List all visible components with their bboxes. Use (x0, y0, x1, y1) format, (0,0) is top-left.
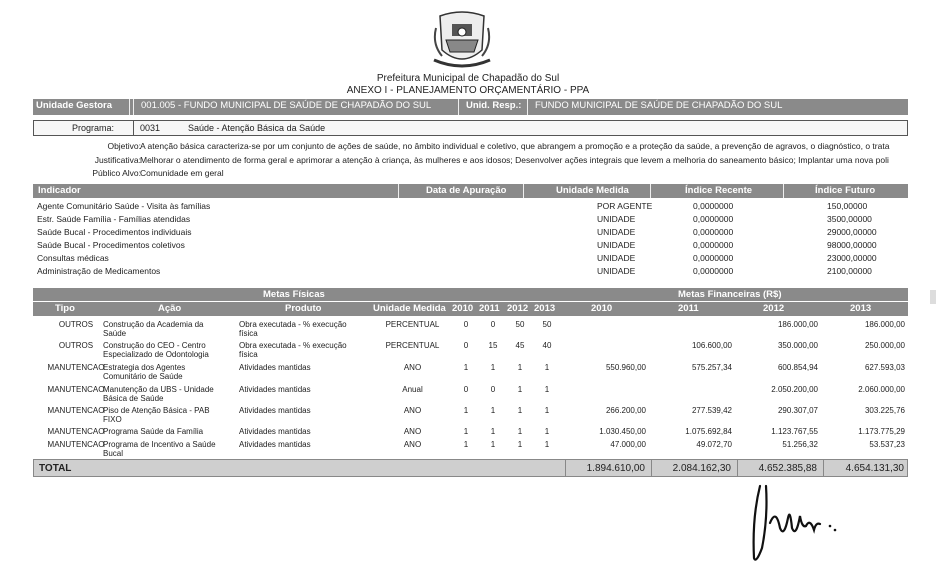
indicador-recente: 0,0000000 (693, 227, 734, 237)
total-row (33, 459, 908, 477)
metas-valor-2011: 106.600,00 (691, 341, 732, 350)
document-title: Prefeitura Municipal de Chapadão do Sul (376, 73, 560, 84)
metas-fisica-2012: 1 (517, 406, 523, 415)
metas-tipo: MANUTENCAO (47, 385, 105, 394)
metas-valor-2013: 303.225,76 (864, 406, 905, 415)
programa-name: Saúde - Atenção Básica da Saúde (188, 123, 326, 133)
metas-unidade: PERCENTUAL (385, 320, 440, 329)
unidade-gestora-label: Unidade Gestora (36, 100, 113, 111)
metas-valor-2012: 350.000,00 (777, 341, 818, 350)
metas-fisica-2011: 0 (490, 385, 496, 394)
publico-label: Público Alvo: (92, 168, 141, 178)
metas-unidade: Anual (402, 385, 423, 394)
handwritten-signature (740, 478, 850, 568)
metas-fisica-2010: 0 (463, 341, 469, 350)
metas-unidade: ANO (403, 427, 422, 436)
unid-resp-label: Unid. Resp.: (466, 100, 522, 111)
metas-valor-2012: 1.123.767,55 (771, 427, 818, 436)
col-financeira-2010: 2010 (591, 303, 613, 314)
indicador-unidade: UNIDADE (597, 214, 636, 224)
metas-unidade: ANO (403, 406, 422, 415)
metas-acao: Piso de Atenção Básica - PAB FIXO (103, 406, 210, 424)
col-indice-recente: Índice Recente (685, 185, 753, 196)
metas-tipo: MANUTENCAO (47, 363, 105, 372)
metas-produto: Obra executada - % execução física (239, 341, 347, 359)
metas-fisica-2012: 1 (517, 440, 523, 449)
metas-fisica-2013: 40 (542, 341, 552, 350)
metas-fisica-2013: 1 (544, 440, 550, 449)
publico-line (33, 168, 908, 179)
total-label: TOTAL (39, 463, 72, 474)
col-indice-futuro: Índice Futuro (815, 185, 876, 196)
metas-row (33, 363, 908, 383)
metas-valor-2010: 47.000,00 (610, 440, 646, 449)
justificativa-text: Melhorar o atendimento de forma geral e aprimorar a atenção à criança, às mulheres e aos idosos; Desenvolver ações integrais que levem a melhoria do saneamento básico; Implantar uma nova poli (140, 155, 889, 165)
metas-fisica-2012: 1 (517, 363, 523, 372)
metas-valor-2011: 277.539,42 (691, 406, 732, 415)
col-financeira-2012: 2012 (763, 303, 785, 314)
indicador-futuro: 2100,00000 (827, 266, 872, 276)
indicador-futuro: 150,00000 (827, 201, 868, 211)
metas-financeiras-label: Metas Financeiras (R$) (678, 289, 782, 300)
metas-header-columns (33, 302, 908, 316)
metas-unidade: PERCENTUAL (385, 341, 440, 350)
metas-valor-2013: 250.000,00 (864, 341, 905, 350)
col-tipo: Tipo (55, 303, 75, 314)
metas-produto: Atividades mantidas (239, 440, 311, 449)
metas-fisica-2011: 1 (490, 427, 496, 436)
objetivo-label: Objetivo: (107, 141, 141, 151)
metas-fisica-2010: 1 (463, 440, 469, 449)
metas-acao: Construção do CEO - Centro Especializado de Odontologia (103, 341, 209, 359)
indicador-futuro: 29000,00000 (827, 227, 877, 237)
metas-unidade: ANO (403, 440, 422, 449)
metas-fisica-2013: 1 (544, 385, 550, 394)
unidade-gestora-value: 001.005 - FUNDO MUNICIPAL DE SAÚDE DE CHAPADÃO DO SUL (141, 100, 432, 111)
metas-fisica-2012: 45 (515, 341, 525, 350)
publico-text: Comunidade em geral (140, 168, 224, 178)
metas-produto: Atividades mantidas (239, 363, 311, 372)
total-2012: 4.652.385,88 (758, 463, 817, 474)
col-acao: Ação (158, 303, 182, 314)
metas-produto: Obra executada - % execução física (239, 320, 347, 338)
programa-label: Programa: (72, 123, 115, 133)
indicador-row (37, 266, 907, 279)
metas-valor-2013: 186.000,00 (864, 320, 905, 329)
indicador-name: Consultas médicas (37, 253, 109, 263)
indicador-name: Administração de Medicamentos (37, 266, 161, 276)
justificativa-line (33, 155, 908, 166)
unidade-gestora-bar (33, 99, 908, 115)
metas-valor-2013: 2.060.000,00 (858, 385, 905, 394)
col-unidade-medida-metas: Unidade Medida (373, 303, 446, 314)
total-2013: 4.654.131,30 (845, 463, 904, 474)
indicador-futuro: 3500,00000 (827, 214, 872, 224)
metas-acao: Manutenção da UBS - Unidade Básica de Saúde (103, 385, 214, 403)
metas-valor-2013: 1.173.775,29 (858, 427, 905, 436)
programa-code: 0031 (140, 123, 161, 133)
metas-acao: Programa Saúde da Família (103, 427, 204, 436)
col-financeira-2011: 2011 (678, 303, 699, 314)
metas-produto: Atividades mantidas (239, 406, 311, 415)
indicador-name: Estr. Saúde Família - Famílias atendidas (37, 214, 191, 224)
metas-fisica-2012: 1 (517, 427, 523, 436)
document-subtitle: ANEXO I - PLANEJAMENTO ORÇAMENTÁRIO - PPA (346, 85, 590, 96)
metas-fisica-2010: 1 (463, 427, 469, 436)
metas-valor-2010: 1.030.450,00 (599, 427, 646, 436)
indicador-name: Saúde Bucal - Procedimentos coletivos (37, 240, 185, 250)
indicador-unidade: POR AGENTE (597, 201, 653, 211)
col-unidade-medida: Unidade Medida (556, 185, 629, 196)
col-fisica-2011: 2011 (479, 303, 500, 314)
indicador-unidade: UNIDADE (597, 240, 636, 250)
indicador-name: Agente Comunitário Saúde - Visita às famílias (37, 201, 211, 211)
unid-resp-value: FUNDO MUNICIPAL DE SAÚDE DE CHAPADÃO DO SUL (535, 100, 783, 111)
total-2010: 1.894.610,00 (586, 463, 645, 474)
metas-row (33, 385, 908, 405)
indicador-unidade: UNIDADE (597, 266, 636, 276)
indicador-futuro: 23000,00000 (827, 253, 877, 263)
indicador-row (37, 201, 907, 214)
col-fisica-2013: 2013 (534, 303, 556, 314)
metas-produto: Atividades mantidas (239, 427, 311, 436)
col-data-apuracao: Data de Apuração (426, 185, 507, 196)
metas-valor-2012: 600.854,94 (777, 363, 818, 372)
metas-acao: Programa de Incentivo a Saúde Bucal (103, 440, 216, 458)
metas-valor-2011: 575.257,34 (691, 363, 732, 372)
metas-valor-2012: 186.000,00 (777, 320, 818, 329)
metas-produto: Atividades mantidas (239, 385, 311, 394)
metas-fisica-2012: 50 (515, 320, 525, 329)
col-produto: Produto (285, 303, 322, 314)
indicador-futuro: 98000,00000 (827, 240, 877, 250)
indicador-recente: 0,0000000 (693, 253, 734, 263)
indicador-name: Saúde Bucal - Procedimentos individuais (37, 227, 192, 237)
metas-fisica-2013: 1 (544, 427, 550, 436)
metas-row (33, 406, 908, 426)
indicador-unidade: UNIDADE (597, 227, 636, 237)
col-fisica-2010: 2010 (452, 303, 474, 314)
indicador-row (37, 214, 907, 227)
metas-fisica-2010: 1 (463, 406, 469, 415)
metas-tipo: OUTROS (58, 320, 94, 329)
indicador-row (37, 240, 907, 253)
metas-tipo: MANUTENCAO (47, 440, 105, 449)
metas-fisica-2011: 15 (488, 341, 498, 350)
metas-fisica-2013: 1 (544, 363, 550, 372)
metas-row (33, 341, 908, 361)
metas-valor-2012: 290.307,07 (777, 406, 818, 415)
indicador-recente: 0,0000000 (693, 201, 734, 211)
metas-row (33, 320, 908, 340)
metas-fisica-2013: 50 (542, 320, 552, 329)
metas-valor-2010: 550.960,00 (605, 363, 646, 372)
metas-valor-2012: 2.050.200,00 (771, 385, 818, 394)
indicador-recente: 0,0000000 (693, 214, 734, 224)
metas-unidade: ANO (403, 363, 422, 372)
indicador-recente: 0,0000000 (693, 240, 734, 250)
col-indicador: Indicador (38, 185, 81, 196)
coat-of-arms-crest (432, 10, 492, 72)
metas-tipo: MANUTENCAO (47, 406, 105, 415)
metas-fisica-2011: 1 (490, 440, 496, 449)
metas-valor-2011: 49.072,70 (696, 440, 732, 449)
objetivo-line (33, 141, 908, 152)
metas-fisica-2010: 0 (463, 320, 469, 329)
metas-valor-2012: 51.256,32 (782, 440, 818, 449)
col-fisica-2012: 2012 (507, 303, 529, 314)
metas-valor-2010: 266.200,00 (605, 406, 646, 415)
indicador-header-bar (33, 184, 908, 198)
indicador-row (37, 253, 907, 266)
page-edge-marker (930, 290, 936, 304)
total-2011: 2.084.162,30 (672, 463, 731, 474)
indicador-row (37, 227, 907, 240)
metas-fisica-2010: 1 (463, 363, 469, 372)
metas-tipo: MANUTENCAO (47, 427, 105, 436)
metas-row (33, 440, 908, 460)
metas-fisica-2011: 1 (490, 363, 496, 372)
programa-box (33, 120, 908, 136)
metas-fisicas-label: Metas Físicas (263, 289, 325, 300)
metas-acao: Construção da Academia da Saúde (103, 320, 204, 338)
indicador-recente: 0,0000000 (693, 266, 734, 276)
metas-fisica-2011: 1 (490, 406, 496, 415)
objetivo-text: A atenção básica caracteriza-se por um conjunto de ações de saúde, no âmbito individual e coletivo, que abrangem a promoção e a proteção da saúde, a prevenção de agravos, o diagnóstico, o trata (140, 141, 890, 151)
metas-header-top (33, 288, 908, 301)
metas-fisica-2012: 1 (517, 385, 523, 394)
metas-fisica-2011: 0 (490, 320, 496, 329)
metas-tipo: OUTROS (58, 341, 94, 350)
metas-fisica-2010: 0 (463, 385, 469, 394)
indicador-unidade: UNIDADE (597, 253, 636, 263)
metas-valor-2013: 53.537,23 (869, 440, 905, 449)
metas-acao: Estrategia dos Agentes Comunitário de Saúde (103, 363, 186, 381)
justificativa-label: Justificativa: (94, 155, 141, 165)
col-financeira-2013: 2013 (850, 303, 872, 314)
metas-valor-2011: 1.075.692,84 (685, 427, 732, 436)
metas-valor-2013: 627.593,03 (864, 363, 905, 372)
metas-fisica-2013: 1 (544, 406, 550, 415)
